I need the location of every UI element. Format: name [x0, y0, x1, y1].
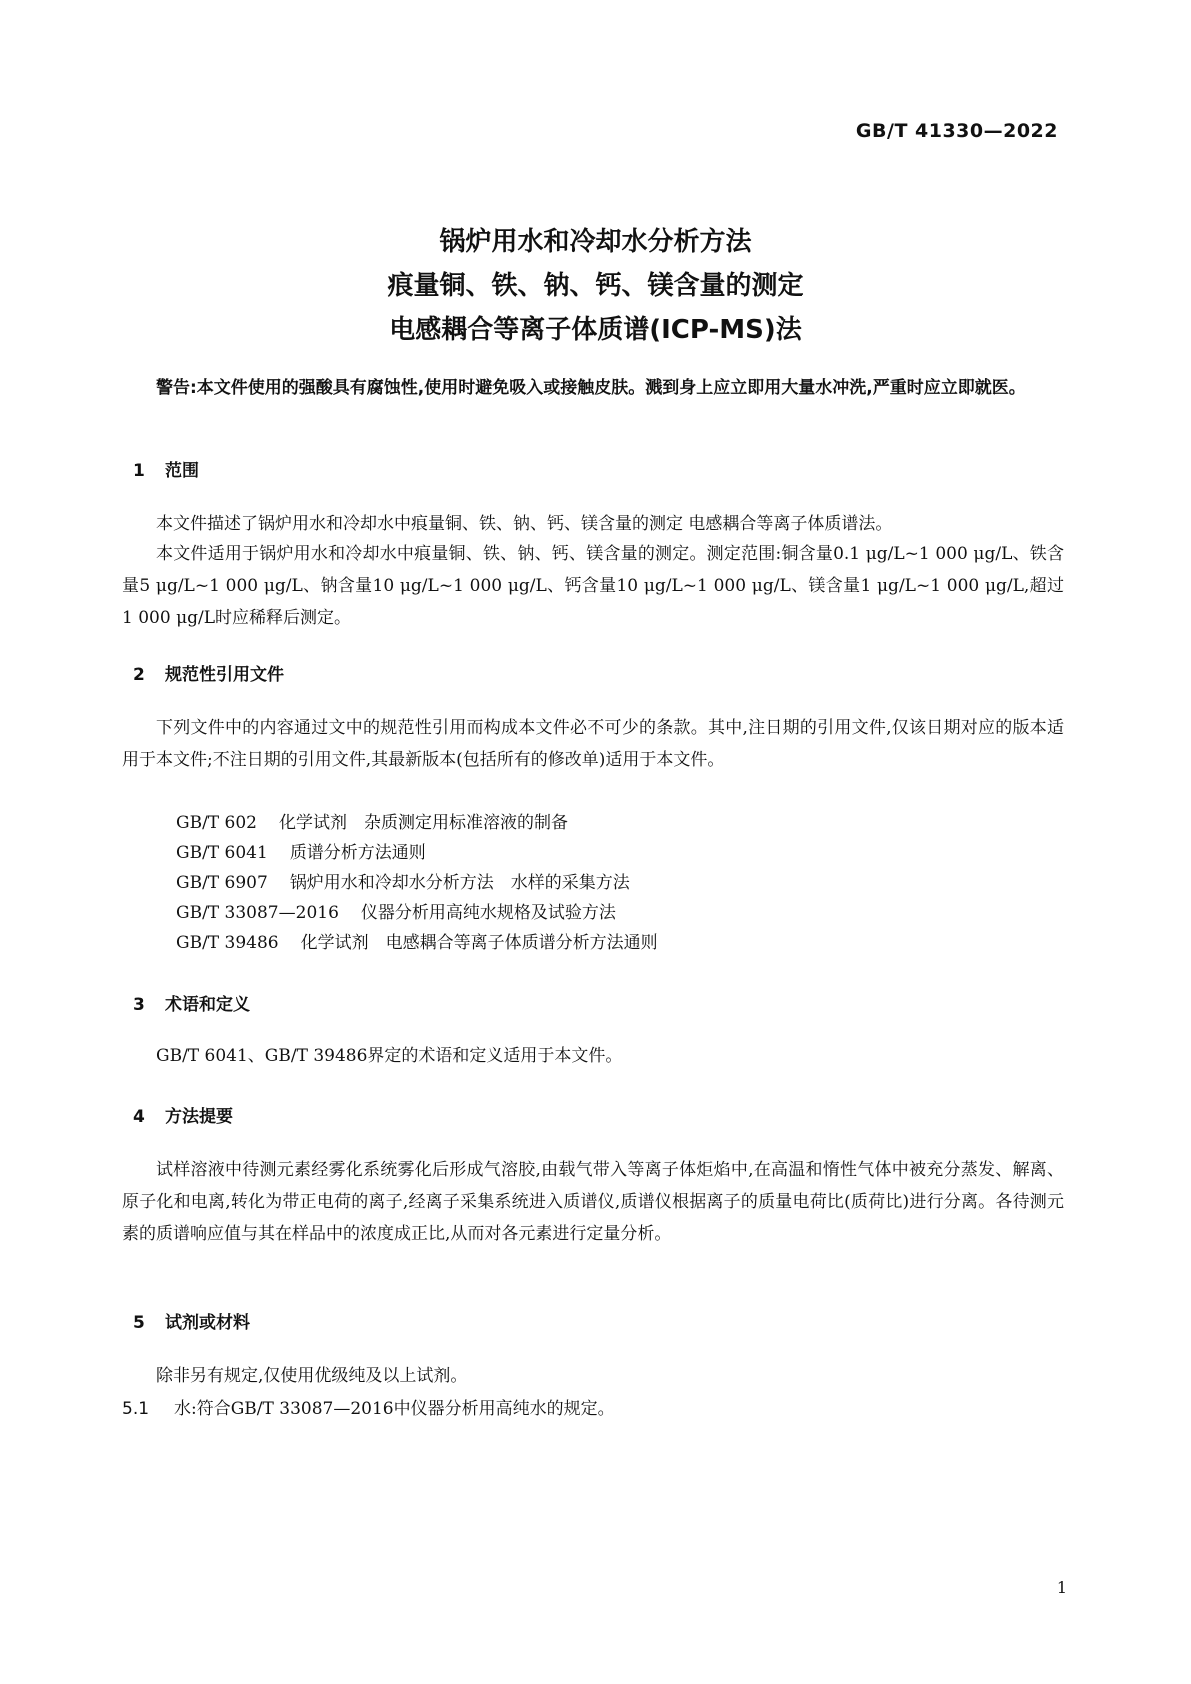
- section-2-paragraph-1: 下列文件中的内容通过文中的规范性引用而构成本文件必不可少的条款。其中,注日期的引用文件,仅该日期对应的版本适用于本文件;不注日期的引用文件,其最新版本(包括所有的修改单)适用于本文件。: [122, 718, 1064, 770]
- section-1-paragraph-1: 本文件描述了锅炉用水和冷却水中痕量铜、铁、钠、钙、镁含量的测定 电感耦合等离子体质谱法。: [156, 514, 893, 534]
- reference-item: [176, 808, 568, 833]
- section-3-heading: [133, 990, 250, 1015]
- reference-item: [176, 928, 658, 953]
- section-number: 2: [133, 665, 145, 685]
- reference-code: GB/T 33087—2016: [176, 903, 339, 923]
- clause-text: 水:符合GB/T 33087—2016中仪器分析用高纯水的规定。: [174, 1399, 615, 1419]
- section-title: 试剂或材料: [165, 1313, 250, 1333]
- clause-number: 5.1: [122, 1399, 150, 1419]
- reference-code: GB/T 39486: [176, 933, 279, 953]
- section-title: 规范性引用文件: [165, 665, 284, 685]
- section-4-heading: [133, 1102, 233, 1127]
- reference-title: 质谱分析方法通则: [289, 843, 426, 863]
- reference-title: 化学试剂 电感耦合等离子体质谱分析方法通则: [300, 933, 658, 953]
- section-number: 4: [133, 1107, 145, 1127]
- reference-code: GB/T 6041: [176, 843, 268, 863]
- section-4-paragraph-1: 试样溶液中待测元素经雾化系统雾化后形成气溶胶,由载气带入等离子体炬焰中,在高温和惰性气体中被充分蒸发、解离、原子化和电离,转化为带正电荷的离子,经离子采集系统进入质谱仪,质谱仪根据离子的质量电荷比(质荷比)进行分离。各待测元素的质谱响应值与其在样品中的浓度成正比,从而对各元素进行定量分析。: [122, 1160, 1064, 1244]
- section-number: 3: [133, 995, 145, 1015]
- section-number: 1: [133, 461, 145, 481]
- section-1-heading: [133, 456, 199, 481]
- reference-title: 化学试剂 杂质测定用标准溶液的制备: [279, 813, 568, 833]
- section-title: 范围: [165, 461, 199, 481]
- section-5-heading: [133, 1308, 250, 1333]
- section-5-paragraph-1: 除非另有规定,仅使用优级纯及以上试剂。: [156, 1366, 468, 1386]
- warning-paragraph: 警告:本文件使用的强酸具有腐蚀性,使用时避免吸入或接触皮肤。溅到身上应立即用大量水冲洗,严重时应立即就医。: [156, 378, 1026, 398]
- reference-code: GB/T 602: [176, 813, 257, 833]
- page-number: 1: [1056, 1578, 1067, 1597]
- reference-item: [176, 838, 426, 863]
- reference-title: 锅炉用水和冷却水分析方法 水样的采集方法: [289, 873, 630, 893]
- reference-item: [176, 868, 630, 893]
- section-1-paragraph-2: 本文件适用于锅炉用水和冷却水中痕量铜、铁、钠、钙、镁含量的测定。测定范围:铜含量0.1 μg/L~1 000 μg/L、铁含量5 μg/L~1 000 μg/L、钠含量10 μg/L~1 000 μg/L、钙含量10 μg/L~1 000 μg/L、镁含量1 μg/L~1 000 μg/L,超过1 000 μg/L时应稀释后测定。: [122, 544, 1064, 628]
- section-title: 方法提要: [165, 1107, 233, 1127]
- document-title: [0, 220, 1191, 352]
- title-line-2: 痕量铜、铁、钠、钙、镁含量的测定: [387, 271, 804, 301]
- section-number: 5: [133, 1313, 145, 1333]
- section-title: 术语和定义: [165, 995, 250, 1015]
- title-line-3: 电感耦合等离子体质谱(ICP-MS)法: [389, 315, 802, 345]
- reference-title: 仪器分析用高纯水规格及试验方法: [360, 903, 616, 923]
- reference-item: [176, 898, 616, 923]
- section-2-heading: [133, 660, 284, 685]
- section-3-paragraph-1: GB/T 6041、GB/T 39486界定的术语和定义适用于本文件。: [156, 1046, 623, 1066]
- reference-code: GB/T 6907: [176, 873, 268, 893]
- standard-code: GB/T 41330—2022: [855, 120, 1058, 142]
- title-line-1: 锅炉用水和冷却水分析方法: [439, 227, 752, 257]
- clause-5-1: [122, 1394, 615, 1419]
